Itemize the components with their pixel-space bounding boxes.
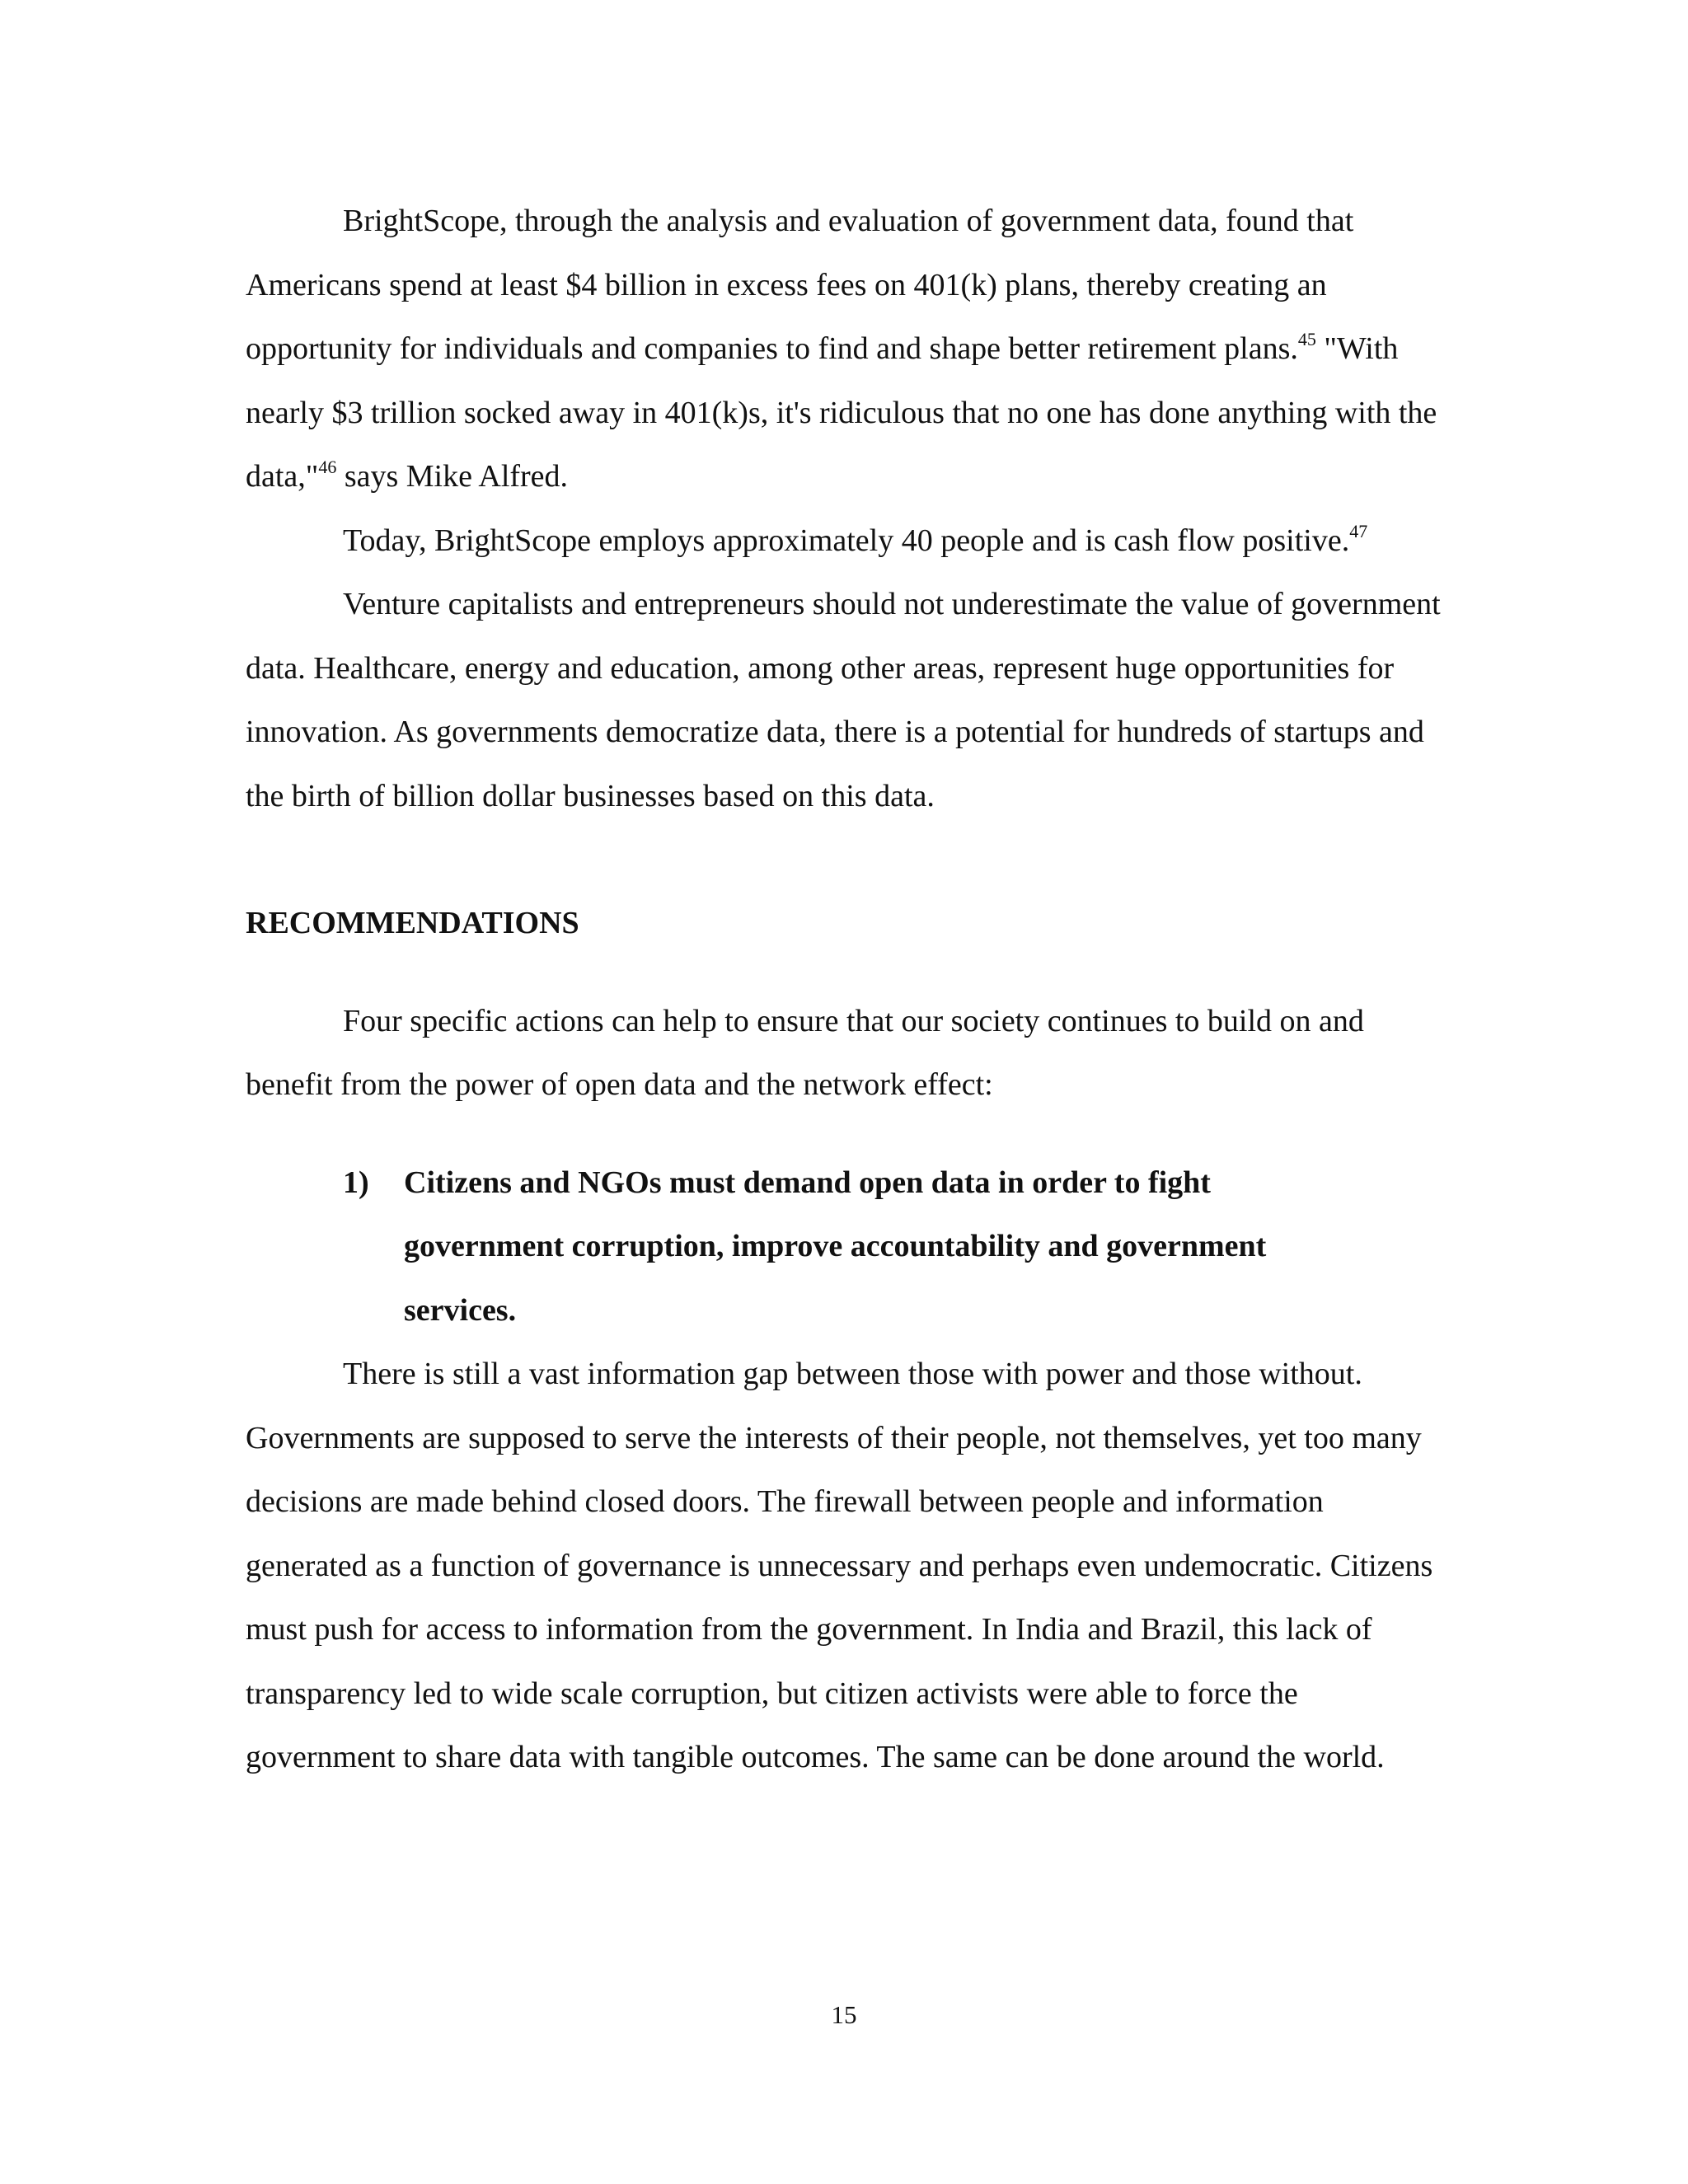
page-number: 15 xyxy=(831,2000,857,2029)
footnote-reference: 45 xyxy=(1297,329,1316,349)
section-heading: RECOMMENDATIONS xyxy=(246,906,579,940)
recommendation-number: 1) xyxy=(343,1165,369,1200)
footnote-reference: 47 xyxy=(1349,520,1368,541)
paragraph-brightscope-today xyxy=(246,509,1449,574)
paragraph-information-gap: There is still a vast information gap between those with power and those without. Governments are supposed to serve the interests of their people, not themselves, yet too many decisions are made behind closed doors. The firewall between people and information generated as a function of governance is unnecessary and perhaps even undemocratic. Citizens must push for access to information from the government. In India and Brazil, this lack of transparency led to wide scale corruption, but citizen activists were able to force the government to share data with tangible outcomes. The same can be done around the world. xyxy=(246,1357,1433,1774)
paragraph-text: BrightScope, through the analysis and evaluation of government data, found that Americans spend at least $4 billion in excess fees on 401(k) plans, thereby creating an opportunity for individuals and companies to find and shape better retirement plans. xyxy=(246,204,1354,366)
paragraph-recommendations-intro: Four specific actions can help to ensure that our society continues to build on and benefit from the power of open data and the network effect: xyxy=(246,1003,1364,1102)
recommendation-text: Citizens and NGOs must demand open data in order to fight government corruption, improve accountability and government services. xyxy=(404,1165,1267,1328)
document-body xyxy=(246,190,1449,1790)
paragraph-text: Today, BrightScope employs approximately 40 people and is cash flow positive. xyxy=(343,523,1350,558)
paragraph-venture-capitalists: Venture capitalists and entrepreneurs should not underestimate the value of government data. Healthcare, energy and education, among other areas, represent huge opportunities for innovation. As governments democratize data, there is a potential for hundreds of startups and the birth of billion dollar businesses based on this data. xyxy=(246,587,1441,813)
footnote-reference: 46 xyxy=(318,457,337,477)
paragraph-text: "With nearly $3 trillion socked away in 401(k)s, it's ridiculous that no one has done anything with the data," xyxy=(246,331,1437,494)
recommendation-item xyxy=(246,1151,1449,1343)
paragraph-text: says Mike Alfred. xyxy=(336,459,569,494)
paragraph-brightscope-fees xyxy=(246,190,1449,509)
